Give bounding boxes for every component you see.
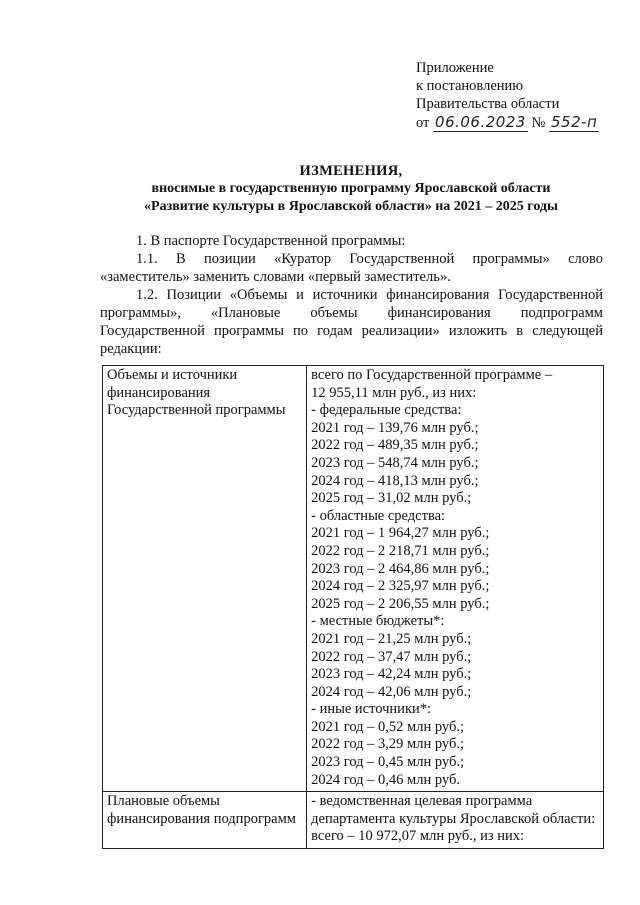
appendix-government-line: Правительства области bbox=[416, 96, 560, 112]
value-line: 2022 год – 489,35 млн руб.; bbox=[311, 437, 479, 454]
paragraph-1-2: 1.2. Позиции «Объемы и источники финансирования Государственной программы», «Плановые объемы финансирования подпрограмм Государственной программы по годам реализации» изложить в следующей редакции: bbox=[100, 287, 603, 357]
value-line: 2022 год – 37,47 млн руб.; bbox=[311, 648, 472, 665]
row-value-cell bbox=[307, 792, 604, 849]
value-line: - федеральные средства: bbox=[311, 402, 462, 419]
row-label-line: финансирования bbox=[107, 384, 211, 401]
value-line: всего – 10 972,07 млн руб., из них: bbox=[311, 828, 524, 845]
value-line: 2024 год – 42,06 млн руб.; bbox=[311, 683, 472, 700]
handwritten-date: 06.06.2023 bbox=[435, 113, 526, 131]
table-row bbox=[103, 792, 604, 849]
document-body bbox=[100, 232, 603, 358]
title-changes: ИЗМЕНЕНИЯ, bbox=[299, 163, 403, 179]
handwritten-number: 552-п bbox=[551, 113, 598, 131]
document-title bbox=[100, 162, 602, 216]
value-line: 2022 год – 3,29 млн руб.; bbox=[311, 736, 465, 753]
value-line: департамента культуры Ярославской области: bbox=[311, 810, 596, 827]
row-label-cell bbox=[103, 792, 307, 849]
value-line: 2021 год – 0,52 млн руб.; bbox=[311, 718, 465, 735]
paragraph-1: 1. В паспорте Государственной программы: bbox=[136, 233, 406, 249]
value-line: 2021 год – 21,25 млн руб.; bbox=[311, 630, 472, 647]
value-line: 2023 год – 0,45 млн руб.; bbox=[311, 754, 465, 771]
appendix-resolution-line: к постановлению bbox=[416, 78, 524, 94]
row-value-cell bbox=[307, 366, 604, 792]
value-line: 2024 год – 0,46 млн руб. bbox=[311, 771, 460, 788]
row-label-line: Государственной программы bbox=[107, 402, 286, 419]
value-line: 2025 год – 31,02 млн руб.; bbox=[311, 490, 472, 507]
row-label-line: Плановые объемы bbox=[107, 793, 220, 810]
title-subline: вносимые в государственную программу Ярославской области bbox=[151, 181, 551, 196]
financing-table bbox=[102, 365, 604, 849]
value-line: - иные источники*: bbox=[311, 701, 432, 718]
value-line: - местные бюджеты*: bbox=[311, 613, 445, 630]
title-program-name: «Развитие культуры в Ярославской области» на 2021 – 2025 годы bbox=[144, 199, 558, 214]
appendix-title: Приложение bbox=[416, 60, 494, 76]
value-line: 2024 год – 2 325,97 млн руб.; bbox=[311, 578, 490, 595]
value-line: 12 955,11 млн руб., из них: bbox=[311, 384, 477, 401]
value-line: 2021 год – 139,76 млн руб.; bbox=[311, 419, 479, 436]
value-line: 2023 год – 548,74 млн руб.; bbox=[311, 454, 479, 471]
value-line: 2024 год – 418,13 млн руб.; bbox=[311, 472, 479, 489]
value-line: 2023 год – 42,24 млн руб.; bbox=[311, 666, 472, 683]
value-line: 2021 год – 1 964,27 млн руб.; bbox=[311, 525, 490, 542]
value-line: 2022 год – 2 218,71 млн руб.; bbox=[311, 542, 490, 559]
row-label-cell bbox=[103, 366, 307, 792]
appendix-header bbox=[416, 59, 599, 132]
row-label-line: Объемы и источники bbox=[107, 367, 238, 383]
value-line: 2025 год – 2 206,55 млн руб.; bbox=[311, 595, 490, 612]
value-line: - областные средства: bbox=[311, 507, 446, 524]
row-label-line: финансирования подпрограмм bbox=[107, 810, 296, 827]
paragraph-1-1: 1.1. В позиции «Куратор Государственной программы» слово «заместитель» заменить словами «первый заместитель». bbox=[100, 251, 603, 285]
value-line: 2023 год – 2 464,86 млн руб.; bbox=[311, 560, 490, 577]
number-sign: № bbox=[531, 115, 546, 131]
table-row bbox=[103, 366, 604, 792]
from-prefix: от bbox=[416, 115, 430, 131]
appendix-date-number-line bbox=[416, 113, 599, 132]
value-line: всего по Государственной программе – bbox=[311, 367, 553, 383]
value-line: - ведомственная целевая программа bbox=[311, 793, 533, 810]
